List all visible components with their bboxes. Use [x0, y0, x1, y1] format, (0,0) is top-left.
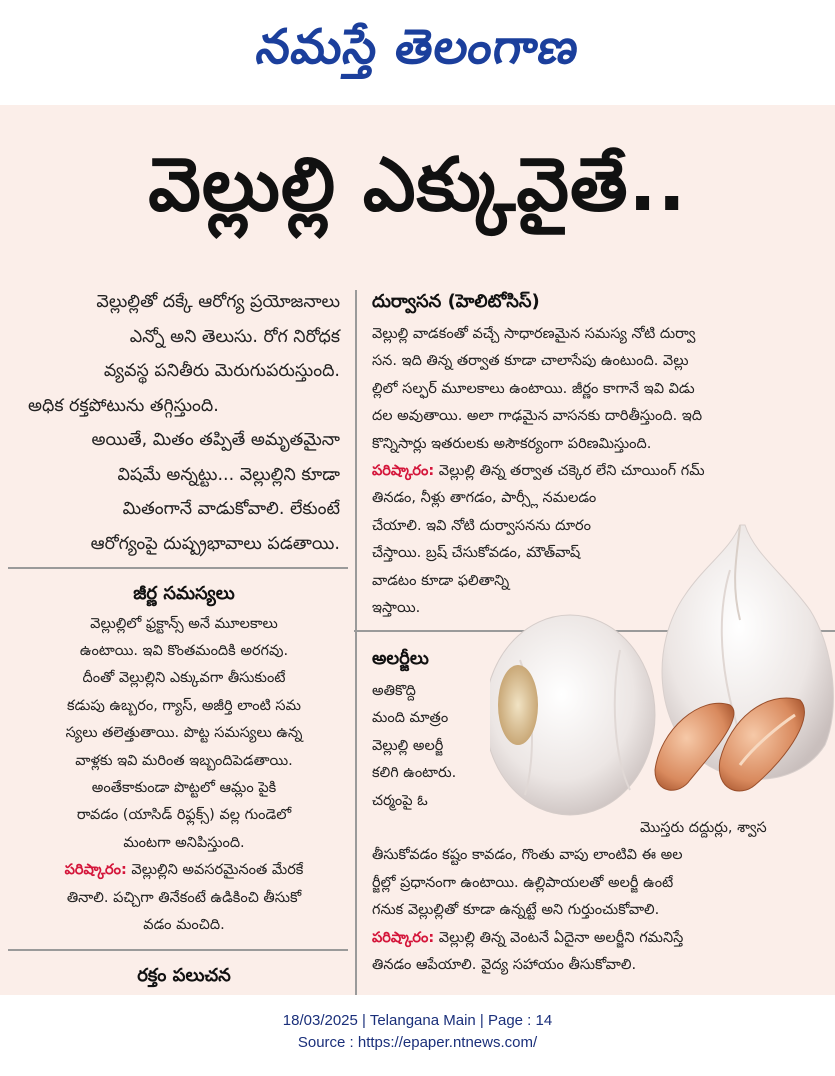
- text-line: సన. ఇది తిన్న తర్వాత కూడా చాలాసేపు ఉంటుంది. వెల్లు: [372, 353, 689, 370]
- intro-line: మితంగానే వాడుకోవాలి. లేకుంటే: [122, 499, 340, 519]
- footer-source-line: Source : https://epaper.ntnews.com/: [297, 1034, 538, 1051]
- text-line: ల్లిలో సల్ఫర్ మూలకాలు ఉంటాయి. జీర్ణం కాగానే ఇవి విడు: [372, 380, 695, 397]
- text-line: తినడం ఆపేయాలి. వైద్య సహాయం తీసుకోవాలి.: [372, 957, 637, 974]
- masthead-title: నమస్తే తెలంగాణ: [253, 18, 584, 75]
- text-line: మంది మాత్రం: [372, 710, 449, 727]
- text-line: తినాలి. పచ్చిగా తినేకంటే ఉడికించి తీసుకో: [66, 889, 302, 906]
- text-line: కడుపు ఉబ్బరం, గ్యాస్, అజీర్తి లాంటి సమ: [67, 697, 301, 714]
- intro-line: వ్యవస్థ పనితీరు మెరుగుపరుస్తుంది.: [103, 361, 340, 381]
- text-line: అంతేకాకుండా పొట్టలో ఆమ్లం పైకి: [91, 779, 277, 796]
- text-line: ర్జీల్లో ప్రధానంగా ఉంటాయి. ఉల్లిపాయలతో అలర్జీ ఉంటే: [372, 874, 674, 891]
- text-line: స్యలు తలెత్తుతాయి. పొట్ట సమస్యలు ఉన్న: [65, 725, 303, 742]
- remedy-label: పరిష్కారం:: [64, 862, 127, 879]
- garlic-illustration: [490, 510, 835, 820]
- intro-line: ఎన్నో అని తెలుసు. రోగ నిరోధక: [129, 326, 340, 347]
- allergy-heading: అలర్జీలు: [372, 647, 429, 669]
- intro-paragraph: [28, 285, 340, 561]
- text-line: చర్మంపై ఓ: [372, 792, 428, 809]
- remedy-line: [372, 925, 822, 952]
- halitosis-heading: దుర్వాసన (హెలిటోసిస్): [372, 291, 540, 312]
- text-line: మంటగా అనిపిస్తుంది.: [123, 834, 245, 851]
- text-line: దీంతో వెల్లుల్లిని ఎక్కువగా తీసుకుంటే: [82, 670, 286, 687]
- text-line: కలిగి ఉంటారు.: [372, 765, 457, 782]
- intro-line: విషమే అన్నట్టు... వెల్లుల్లిని కూడా: [117, 464, 340, 485]
- text-line: వెల్లుల్లిలో ఫ్రక్టాన్స్ అనే మూలకాలు: [90, 615, 278, 632]
- intro-line: వెల్లుల్లితో దక్కే ఆరోగ్య ప్రయోజనాలు: [96, 292, 340, 312]
- text-line: తీసుకోవడం కష్టం కావడం, గొంతు వాపు లాంటివి ఈ అల: [372, 847, 683, 864]
- remedy-text: వెల్లుల్లిని అవసరమైనంత మేరకే: [126, 862, 304, 879]
- remedy-text: వెల్లుల్లి తిన్న వెంటనే ఏదైనా అలర్జీని గమనిస్తే: [434, 929, 684, 946]
- remedy-label: పరిష్కారం:: [372, 463, 435, 480]
- headline: వెల్లుల్లి ఎక్కువైతే..: [148, 142, 687, 228]
- digestion-heading: జీర్ణ సమస్యలు: [133, 582, 235, 604]
- text-line: రావడం (యాసిడ్ రిఫ్లక్స్) వల్ల గుండెలో: [76, 807, 292, 824]
- text-line: తినడం, నీళ్లు తాగడం, పార్స్లీ నమలడం: [372, 490, 597, 507]
- footer-date-line: 18/03/2025 | Telangana Main | Page : 14: [282, 1012, 553, 1029]
- section-divider: [8, 567, 348, 569]
- masthead: [0, 0, 835, 105]
- remedy-line: [28, 857, 340, 884]
- text-line: వడం మంచిది.: [143, 916, 225, 933]
- text-line: వాడటం కూడా ఫలితాన్ని: [372, 572, 510, 589]
- text-line: గనుక వెల్లుల్లితో కూడా ఉన్నట్టే అని గుర్తుంచుకోవాలి.: [372, 902, 660, 919]
- text-line: చేస్తాయి. బ్రష్ చేసుకోవడం, మౌత్‌వాష్: [372, 545, 581, 562]
- text-line: కొన్నిసార్లు ఇతరులకు అసౌకర్యంగా పరిణమిస్తుంది.: [372, 435, 652, 452]
- text-line: ఉంటాయి. ఇవి కొంతమందికి అరగవు.: [79, 642, 289, 659]
- intro-line: అధిక రక్తపోటును తగ్గిస్తుంది.: [28, 395, 219, 416]
- remedy-label: పరిష్కారం:: [372, 929, 435, 946]
- text-line: వెల్లుల్లి వాడకంతో వచ్చే సాధారణమైన సమస్య నోటి దుర్వా: [372, 326, 696, 342]
- intro-line: ఆరోగ్యంపై దుష్ప్రభావాలు పడతాయి.: [90, 533, 340, 554]
- intro-line: అయితే, మితం తప్పితే అమృతమైనా: [91, 430, 340, 450]
- remedy-line: [372, 458, 822, 485]
- text-line: చేయాలి. ఇవి నోటి దుర్వాసనను దూరం: [372, 517, 591, 534]
- section-divider: [8, 949, 348, 951]
- footer: [0, 1010, 835, 1054]
- article: [0, 105, 835, 995]
- text-line: మొస్తరు దద్దుర్లు, శ్వాస: [640, 820, 767, 836]
- text-line: వెల్లుల్లి అలర్జీ: [372, 737, 444, 754]
- digestion-text: [28, 611, 340, 940]
- text-line: ఇస్తాయి.: [372, 600, 421, 617]
- blood-thinning-heading: రక్తం పలుచన: [137, 964, 231, 986]
- text-line: వాళ్లకు ఇవి మరింత ఇబ్బందిపెడతాయి.: [75, 752, 293, 769]
- remedy-text: వెల్లుల్లి తిన్న తర్వాత చక్కెర లేని చూయింగ్ గమ్: [434, 463, 705, 480]
- text-line: దల అవుతాయి. అలా గాఢమైన వాసనకు దారితీస్తుంది. ఇది: [372, 408, 703, 425]
- column-divider: [355, 290, 357, 995]
- left-column: [28, 285, 340, 993]
- text-line: అతికొద్ది: [372, 682, 416, 699]
